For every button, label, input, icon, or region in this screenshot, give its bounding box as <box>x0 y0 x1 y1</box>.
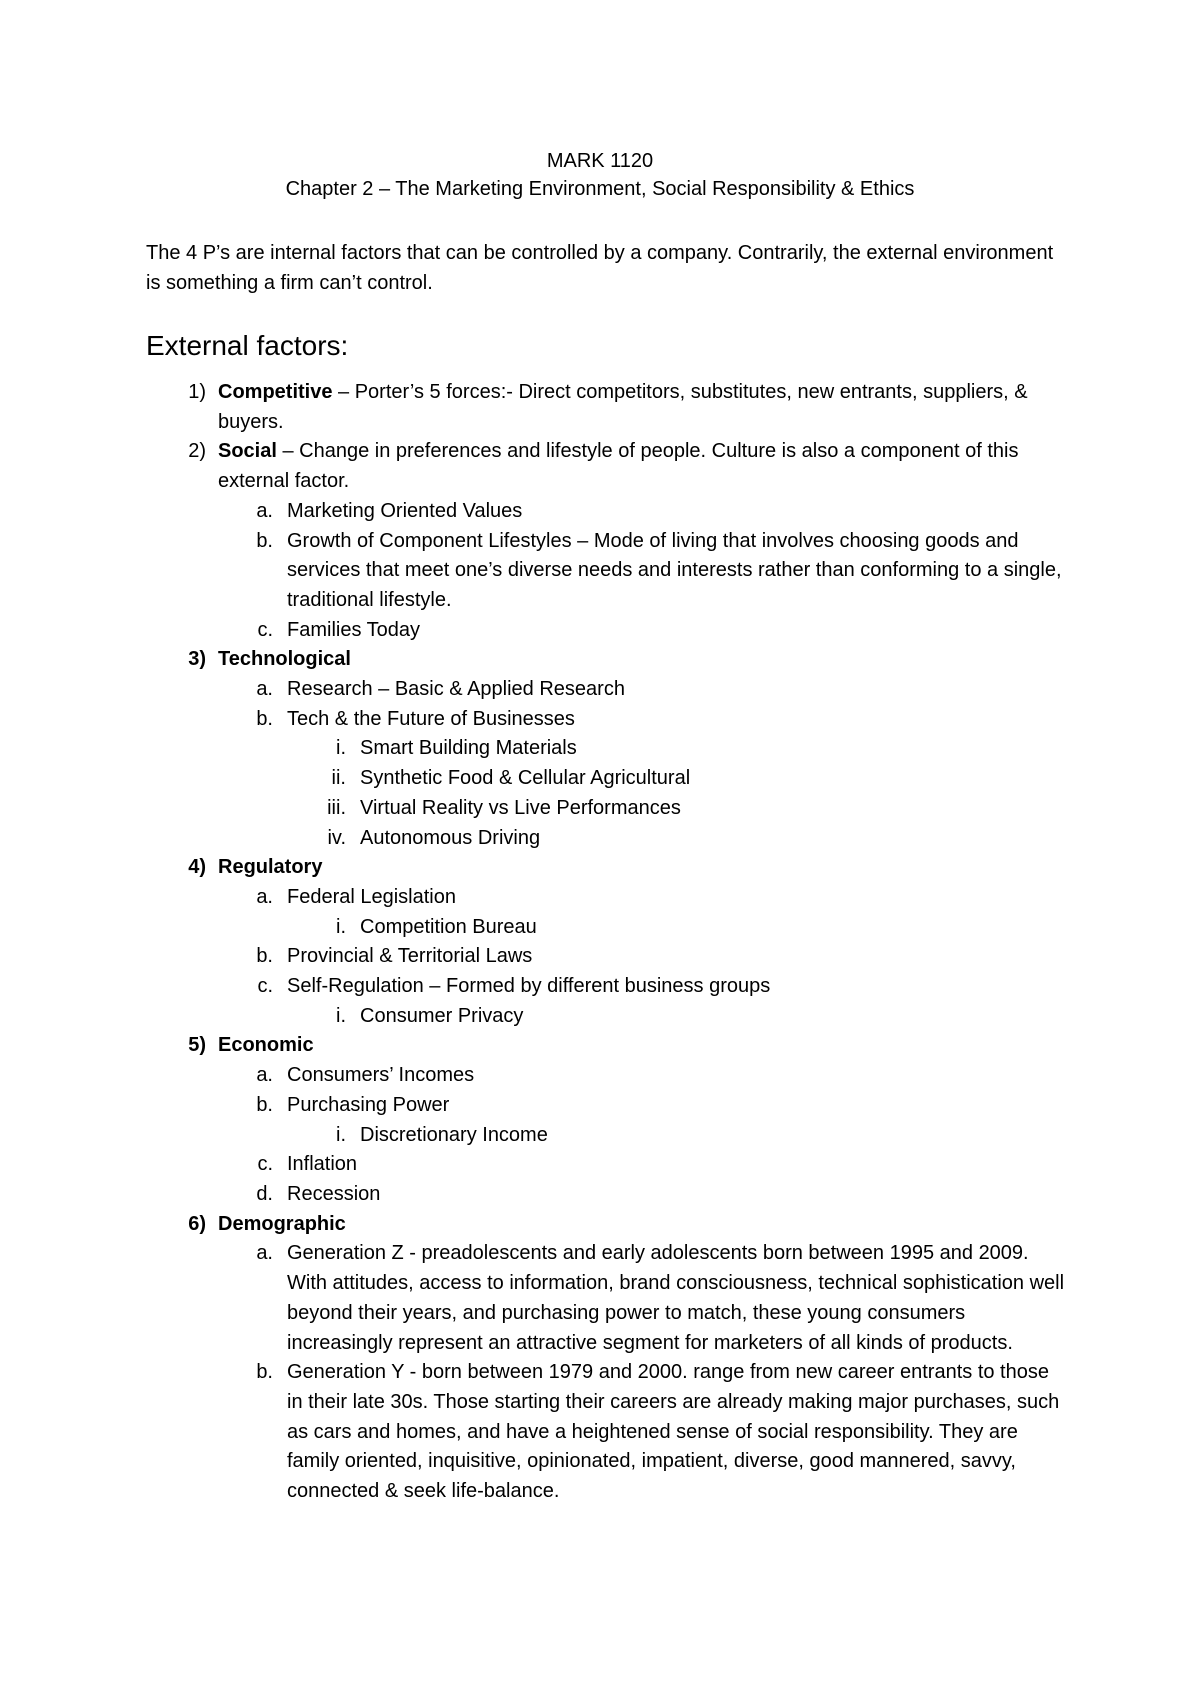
intro-paragraph: The 4 P’s are internal factors that can be controlled by a company. Contrarily, the external environment is something a firm can’t control. <box>146 242 1054 294</box>
list-item <box>0 913 1200 943</box>
list-item <box>0 378 1200 437</box>
list-item-text: Research – Basic & Applied Research <box>287 678 625 701</box>
list-item <box>0 824 1200 854</box>
list-item-text: Competition Bureau <box>360 915 537 938</box>
list-item-text: Generation Y - born between 1979 and 2000. range from new career entrants to those in their late 30s. Those starting their careers are already making major purchases, such as cars and homes, and have a heightened sense of social responsibility. They are family oriented, inquisitive, opinionated, impatient, diverse, good mannered, savvy, connected & seek life-balance. <box>287 1361 1060 1503</box>
factor-description: – Porter’s 5 forces:- Direct competitors, substitutes, new entrants, suppliers, & buyers. <box>218 381 1028 433</box>
list-marker: b. <box>256 529 273 552</box>
list-item-text: Self-Regulation – Formed by different business groups <box>287 975 771 998</box>
list-marker: iv. <box>327 826 346 849</box>
list-item-text: Consumer Privacy <box>360 1004 524 1027</box>
section-heading: External factors: <box>146 330 349 361</box>
course-code: MARK 1120 <box>546 150 654 172</box>
list-marker: i. <box>336 915 346 938</box>
list-item <box>0 645 1200 675</box>
list-marker: b. <box>256 945 273 968</box>
list-item <box>0 497 1200 527</box>
list-item-text: Provincial & Territorial Laws <box>287 945 533 968</box>
list-marker: a. <box>256 678 273 701</box>
factor-title: Regulatory <box>218 856 323 879</box>
list-marker: 5) <box>188 1034 206 1057</box>
list-marker: 3) <box>188 648 206 671</box>
list-item-text: Synthetic Food & Cellular Agricultural <box>360 767 691 790</box>
list-item-text: Smart Building Materials <box>360 737 577 760</box>
list-item <box>0 972 1200 1002</box>
list-item <box>0 1121 1200 1151</box>
list-item <box>0 1150 1200 1180</box>
factors-list <box>0 378 1200 1507</box>
list-item <box>0 705 1200 735</box>
list-item <box>0 1061 1200 1091</box>
factor-title: Technological <box>218 648 351 671</box>
list-item <box>0 883 1200 913</box>
list-item-text: Consumers’ Incomes <box>287 1064 475 1087</box>
list-item <box>0 764 1200 794</box>
list-marker: 1) <box>188 381 206 403</box>
list-item-text: Recession <box>287 1182 381 1205</box>
factor-title: Demographic <box>218 1212 346 1235</box>
list-marker: 4) <box>188 856 206 879</box>
list-item <box>0 1210 1200 1240</box>
list-item <box>0 1002 1200 1032</box>
list-marker: c. <box>257 975 273 998</box>
list-item-text: Marketing Oriented Values <box>287 499 523 522</box>
list-marker: iii. <box>327 796 346 819</box>
list-item-text: Purchasing Power <box>287 1093 450 1116</box>
list-item-text: Inflation <box>287 1153 358 1176</box>
list-item-text: Discretionary Income <box>360 1123 548 1146</box>
list-marker: i. <box>336 1004 346 1027</box>
chapter-title: Chapter 2 – The Marketing Environment, Social Responsibility & Ethics <box>285 178 915 200</box>
list-item <box>0 675 1200 705</box>
list-item <box>0 437 1200 496</box>
list-item <box>0 1239 1200 1358</box>
list-item <box>0 616 1200 646</box>
list-item <box>0 734 1200 764</box>
list-item <box>0 527 1200 616</box>
list-item-text: Generation Z - preadolescents and early adolescents born between 1995 and 2009. With attitudes, access to information, brand consciousness, technical sophistication well beyond their years, and purchasing power to match, these young consumers increasingly represent an attractive segment for marketers of all kinds of products. <box>287 1242 1065 1354</box>
list-item-text: Federal Legislation <box>287 885 456 908</box>
list-item <box>0 794 1200 824</box>
list-marker: a. <box>256 1242 273 1265</box>
list-item <box>0 1091 1200 1121</box>
list-marker: i. <box>336 1123 346 1146</box>
list-item <box>0 853 1200 883</box>
list-marker: c. <box>257 1153 273 1176</box>
list-item <box>0 1358 1200 1507</box>
list-marker: a. <box>256 499 273 522</box>
list-item-text: Autonomous Driving <box>360 826 541 849</box>
list-marker: b. <box>256 707 273 730</box>
list-item-text: Families Today <box>287 618 421 641</box>
list-marker: i. <box>336 737 346 760</box>
list-marker: 6) <box>188 1212 206 1235</box>
factor-title: Competitive <box>218 381 333 403</box>
list-marker: b. <box>256 1093 273 1116</box>
factor-title: Social <box>218 440 277 463</box>
list-item <box>0 1180 1200 1210</box>
list-marker: d. <box>256 1182 273 1205</box>
factor-description: – Change in preferences and lifestyle of people. Culture is also a component of this external factor. <box>218 440 1019 493</box>
list-item <box>0 1031 1200 1061</box>
list-item <box>0 942 1200 972</box>
list-item-text: Tech & the Future of Businesses <box>287 707 575 730</box>
list-item-text: Growth of Component Lifestyles – Mode of living that involves choosing goods and services that meet one’s diverse needs and interests rather than conforming to a single, traditional lifestyle. <box>287 529 1062 611</box>
list-marker: c. <box>257 618 273 641</box>
list-marker: ii. <box>331 767 346 790</box>
list-marker: 2) <box>188 440 206 463</box>
list-marker: a. <box>256 1064 273 1087</box>
list-marker: a. <box>256 885 273 908</box>
list-marker: b. <box>256 1361 273 1384</box>
list-item-text: Virtual Reality vs Live Performances <box>360 796 681 819</box>
factor-title: Economic <box>218 1034 314 1057</box>
